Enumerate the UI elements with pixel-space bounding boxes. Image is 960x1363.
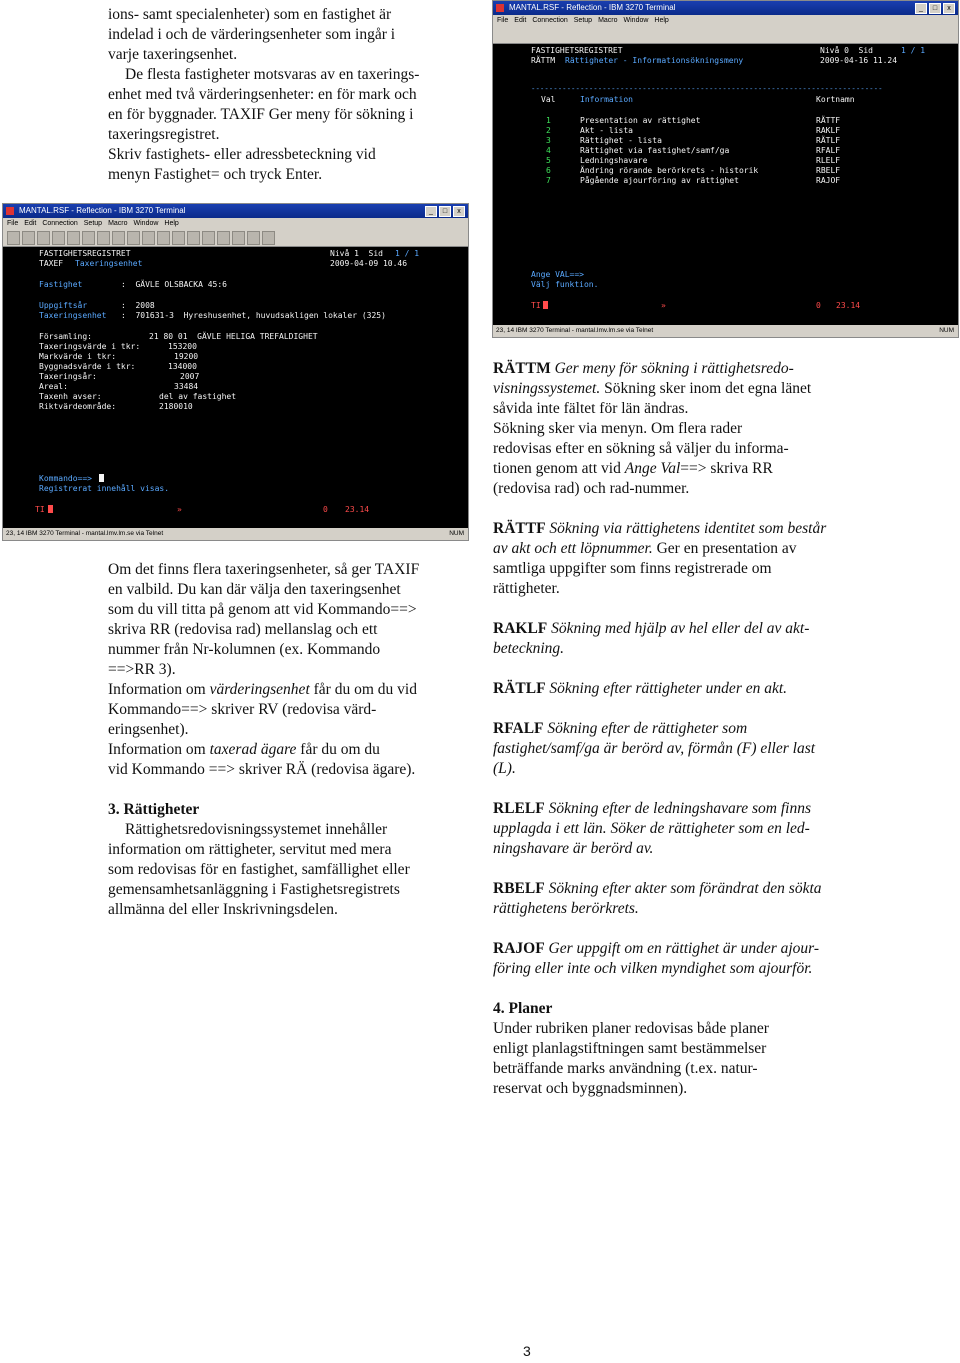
right-column-text <box>493 359 913 1099</box>
text-line: RÄTLF Sökning efter rättigheter under en akt. <box>493 680 788 697</box>
menu-row-num: 4 <box>546 146 551 155</box>
close-button[interactable]: x <box>943 3 955 14</box>
menu-row-kort: RAJOF <box>816 176 841 185</box>
text-line: Skriv fastighets- eller adressbeteckning vid <box>108 146 376 163</box>
menu-edit[interactable]: Edit <box>514 17 527 24</box>
screen-header: FASTIGHETSREGISTRET <box>531 46 623 55</box>
text-line: RBELF Sökning efter akter som förändrat den sökta <box>493 880 822 897</box>
menu-row-info[interactable]: Rättighet - lista <box>580 136 662 145</box>
menu-bar <box>493 15 958 26</box>
text-line: RAJOF Ger uppgift om en rättighet är under ajour- <box>493 940 820 957</box>
menu-connection[interactable]: Connection <box>532 17 568 24</box>
forsamling-value: 21 80 01 GÄVLE HELIGA TREFALDIGHET <box>149 332 318 341</box>
text-line: beteckning. <box>493 640 565 657</box>
text-line: Sökning sker via menyn. Om flera rader <box>493 420 743 437</box>
page-number: 3 <box>523 1343 531 1359</box>
menu-row-kort: RLELF <box>816 156 841 165</box>
text-line: nummer från Nr-kolumnen (ex. Kommando <box>108 641 381 658</box>
text-line: Om det finns flera taxeringsenheter, så ger TAXIF <box>108 561 420 578</box>
menu-row-kort: RAKLF <box>816 126 841 135</box>
text-line: De flesta fastigheter motsvaras av en taxerings- <box>125 66 420 83</box>
menu-bar <box>3 218 468 229</box>
menu-file[interactable]: File <box>497 17 509 24</box>
menu-window[interactable]: Window <box>623 17 649 24</box>
text-line: Under rubriken planer redovisas både planer <box>493 1020 769 1037</box>
menu-row-num: 7 <box>546 176 551 185</box>
menu-help[interactable]: Help <box>164 220 179 227</box>
screen-subtitle: Taxeringsenhet <box>75 259 143 268</box>
taxeringsenhet-label: Taxeringsenhet <box>39 311 107 320</box>
text-line: RÄTTF Sökning via rättighetens identitet som består <box>493 520 827 537</box>
col-information: Information <box>580 95 633 104</box>
uppgiftsar-value: : 2008 <box>121 301 155 310</box>
kommando-cursor <box>99 474 104 482</box>
field-value: 2180010 <box>159 402 193 411</box>
menu-row-info[interactable]: Rättighet via fastighet/samf/ga <box>580 146 730 155</box>
kommando-prompt[interactable]: Kommando==> <box>39 474 92 483</box>
window-titlebar <box>3 204 468 218</box>
window-title: MANTAL.RSF - Reflection - IBM 3270 Terminal <box>19 206 186 215</box>
num-indicator: NUM <box>449 530 464 537</box>
text-line: vid Kommando ==> skriver RÄ (redovisa ägare). <box>108 761 416 778</box>
text-line: tionen genom att vid Ange Val==> skriva RR <box>493 460 773 477</box>
text-line: ==>RR 3). <box>108 661 176 678</box>
menu-connection[interactable]: Connection <box>42 220 78 227</box>
menu-row-info[interactable]: Ändring rörande berörkrets - historik <box>580 166 759 175</box>
text-line: såvida inte fältet för län ändras. <box>493 400 689 417</box>
text-line: RAKLF Sökning med hjälp av hel eller del av akt- <box>493 620 810 637</box>
text-line: rättighetens berörkrets. <box>493 900 639 917</box>
text-line: (redovisa rad) och rad-nummer. <box>493 480 690 497</box>
text-line: gemensamhetsanläggning i Fastighetsregistrets <box>108 881 400 898</box>
field-value: 2007 <box>180 372 200 381</box>
field-label: Taxeringsvärde i tkr: <box>39 342 141 351</box>
maximize-button[interactable]: □ <box>439 206 451 217</box>
ti-indicator: TI <box>35 505 45 514</box>
section-heading-planer: 4. Planer <box>493 1000 553 1017</box>
valj-funktion-text: Välj funktion. <box>531 280 599 289</box>
cursor-block <box>48 505 53 513</box>
toolbar <box>3 229 468 247</box>
text-line: av akt och ett löpnummer. Ger en presentation av <box>493 540 797 557</box>
text-line: samtliga uppgifter som finns registrerade om <box>493 560 772 577</box>
field-value: 33484 <box>174 382 199 391</box>
menu-row-info[interactable]: Ledningshavare <box>580 156 648 165</box>
menu-row-num: 5 <box>546 156 551 165</box>
cursor-mark: » <box>661 301 666 310</box>
menu-row-info[interactable]: Akt - lista <box>580 126 633 135</box>
field-value: del av fastighet <box>159 392 237 401</box>
text-line: fastighet/samf/ga är berörd av, förmån (F) eller last <box>493 740 816 757</box>
taxeringsenhet-value: : 701631-3 Hyreshusenhet, huvudsakligen lokaler (325) <box>121 311 386 320</box>
menu-edit[interactable]: Edit <box>24 220 37 227</box>
terminal-window-taxef <box>2 203 469 541</box>
field-label: Areal: <box>39 382 68 391</box>
window-title: MANTAL.RSF - Reflection - IBM 3270 Terminal <box>509 3 676 12</box>
text-line: RFALF Sökning efter de rättigheter som <box>493 720 748 737</box>
col-val: Val <box>541 95 556 104</box>
close-button[interactable]: x <box>453 206 465 217</box>
field-label: Riktvärdeområde: <box>39 402 117 411</box>
screen-datetime: 2009-04-16 11.24 <box>820 56 898 65</box>
registrerat-message: Registrerat innehåll visas. <box>39 484 170 493</box>
text-line: rättigheter. <box>493 580 560 597</box>
minimize-button[interactable]: _ <box>915 3 927 14</box>
text-line: ningshavare är berörd av. <box>493 840 654 857</box>
text-line: visningssystemet. Sökning sker inom det egna länet <box>493 380 812 397</box>
field-label: Markvärde i tkr: <box>39 352 117 361</box>
text-line: RÄTTM Ger meny för sökning i rättighetsredo- <box>493 360 794 377</box>
menu-row-kort: RFALF <box>816 146 841 155</box>
text-line: reservat och byggnadsminnen). <box>493 1080 688 1097</box>
menu-row-num: 3 <box>546 136 551 145</box>
terminal-window-rattm <box>492 0 959 338</box>
section-heading-rattigheter: 3. Rättigheter <box>108 801 200 818</box>
text-line: föring eller inte och vilken myndighet som ajourför. <box>493 960 813 977</box>
window-titlebar <box>493 1 958 15</box>
ti-indicator: TI <box>531 301 541 310</box>
cursor-block <box>543 301 548 309</box>
text-line: eringsenhet). <box>108 721 189 738</box>
menu-macro[interactable]: Macro <box>108 220 128 227</box>
left-bottom-text <box>108 560 478 920</box>
menu-help[interactable]: Help <box>654 17 669 24</box>
text-line: en för byggnader. TAXIF Ger meny för sökning i <box>108 106 414 123</box>
cursor-position: 23.14 <box>836 301 861 310</box>
cursor-mark: » <box>177 505 182 514</box>
status-bar <box>3 528 468 540</box>
menu-row-kort: RÄTLF <box>816 136 841 145</box>
text-line: (L). <box>493 760 516 777</box>
text-line: information om rättigheter, servitut med mera <box>108 841 392 858</box>
text-line: allmänna del eller Inskrivningsdelen. <box>108 901 338 918</box>
forsamling-label: Församling: <box>39 332 92 341</box>
status-text: 23, 14 IBM 3270 Terminal - mantal.lmv.lm.se via Telnet <box>496 327 654 334</box>
terminal-screen[interactable] <box>3 247 468 528</box>
text-line: varje taxeringsenhet. <box>108 46 238 63</box>
screen-datetime: 2009-04-09 10.46 <box>330 259 408 268</box>
field-value: 153200 <box>168 342 197 351</box>
field-value: 134000 <box>168 362 197 371</box>
field-label: Taxeringsår: <box>39 372 97 381</box>
text-line: en valbild. Du kan där välja den taxeringsenhet <box>108 581 401 598</box>
menu-row-kort: RBELF <box>816 166 841 175</box>
menu-setup[interactable]: Setup <box>83 220 103 227</box>
uppgiftsar-label: Uppgiftsår <box>39 301 88 310</box>
text-line: redovisas efter en sökning så väljer du informa- <box>493 440 789 457</box>
left-top-text <box>108 5 478 185</box>
terminal-screen[interactable] <box>493 44 958 325</box>
text-line: som du vill titta på genom att vid Kommando==> <box>108 601 417 618</box>
screen-code: TAXEF <box>39 259 64 268</box>
text-line: beträffande marks användning (t.ex. natur- <box>493 1060 758 1077</box>
text-line: Information om taxerad ägare får du om du <box>108 741 380 758</box>
menu-row-num: 6 <box>546 166 551 175</box>
status-zero: 0 <box>816 301 821 310</box>
screen-page: 1 / 1 <box>901 46 926 55</box>
screen-header: FASTIGHETSREGISTRET <box>39 249 131 258</box>
screen-level: Nivå 0 Sid <box>820 46 873 55</box>
status-zero: 0 <box>323 505 328 514</box>
app-icon <box>496 4 504 12</box>
text-line: taxeringsregistret. <box>108 126 220 143</box>
text-line: indelad i och de värderingsenheter som ingår i <box>108 26 396 43</box>
text-line: som redovisas för en fastighet, samfällighet eller <box>108 861 410 878</box>
menu-setup[interactable]: Setup <box>573 17 593 24</box>
menu-row-num: 1 <box>546 116 551 125</box>
col-kortnamn: Kortnamn <box>816 95 855 104</box>
text-line: menyn Fastighet= och tryck Enter. <box>108 166 323 183</box>
menu-row-info[interactable]: Pågående ajourföring av rättighet <box>580 176 739 185</box>
text-line: ions- samt specialenheter) som en fastighet är <box>108 6 392 23</box>
minimize-button[interactable]: _ <box>425 206 437 217</box>
screen-code: RÄTTM <box>531 56 556 65</box>
menu-file[interactable]: File <box>7 220 19 227</box>
screen-subtitle: Rättigheter - Informationsökningsmeny <box>565 56 744 65</box>
field-label: Byggnadsvärde i tkr: <box>39 362 136 371</box>
menu-window[interactable]: Window <box>133 220 159 227</box>
cursor-position: 23.14 <box>345 505 370 514</box>
text-line: enligt planlagstiftningen samt bestämmelser <box>493 1040 767 1057</box>
num-indicator: NUM <box>939 327 954 334</box>
maximize-button[interactable]: □ <box>929 3 941 14</box>
fastighet-label: Fastighet <box>39 280 83 289</box>
field-label: Taxenh avser: <box>39 392 102 401</box>
menu-row-kort: RÄTTF <box>816 116 841 125</box>
text-line: Rättighetsredovisningssystemet innehåller <box>125 821 388 838</box>
app-icon <box>6 207 14 215</box>
field-value: 19200 <box>174 352 199 361</box>
text-line: RLELF Sökning efter de ledningshavare som finns <box>493 800 812 817</box>
toolbar <box>493 26 958 44</box>
fastighet-value[interactable]: : GÄVLE OLSBACKA 45:6 <box>121 280 227 289</box>
menu-row-info[interactable]: Presentation av rättighet <box>580 116 701 125</box>
text-line: enhet med två värderingsenheter: en för mark och <box>108 86 417 103</box>
text-line: upplagda i ett län. Söker de rättigheter som en led- <box>493 820 810 837</box>
screen-page: 1 / 1 <box>395 249 420 258</box>
screen-level: Nivå 1 Sid <box>330 249 383 258</box>
text-line: Kommando==> skriver RV (redovisa värd- <box>108 701 377 718</box>
text-line: skriva RR (redovisa rad) mellanslag och ett <box>108 621 378 638</box>
screen-divider: ------------------------------------------------------------------------------- <box>531 84 883 93</box>
status-text: 23, 14 IBM 3270 Terminal - mantal.lmv.lm.se via Telnet <box>6 530 164 537</box>
status-bar <box>493 325 958 337</box>
menu-macro[interactable]: Macro <box>598 17 618 24</box>
ange-val-prompt[interactable]: Ange VAL==> <box>531 270 584 279</box>
menu-row-num: 2 <box>546 126 551 135</box>
text-line: Information om värderingsenhet får du om du vid <box>108 681 417 698</box>
